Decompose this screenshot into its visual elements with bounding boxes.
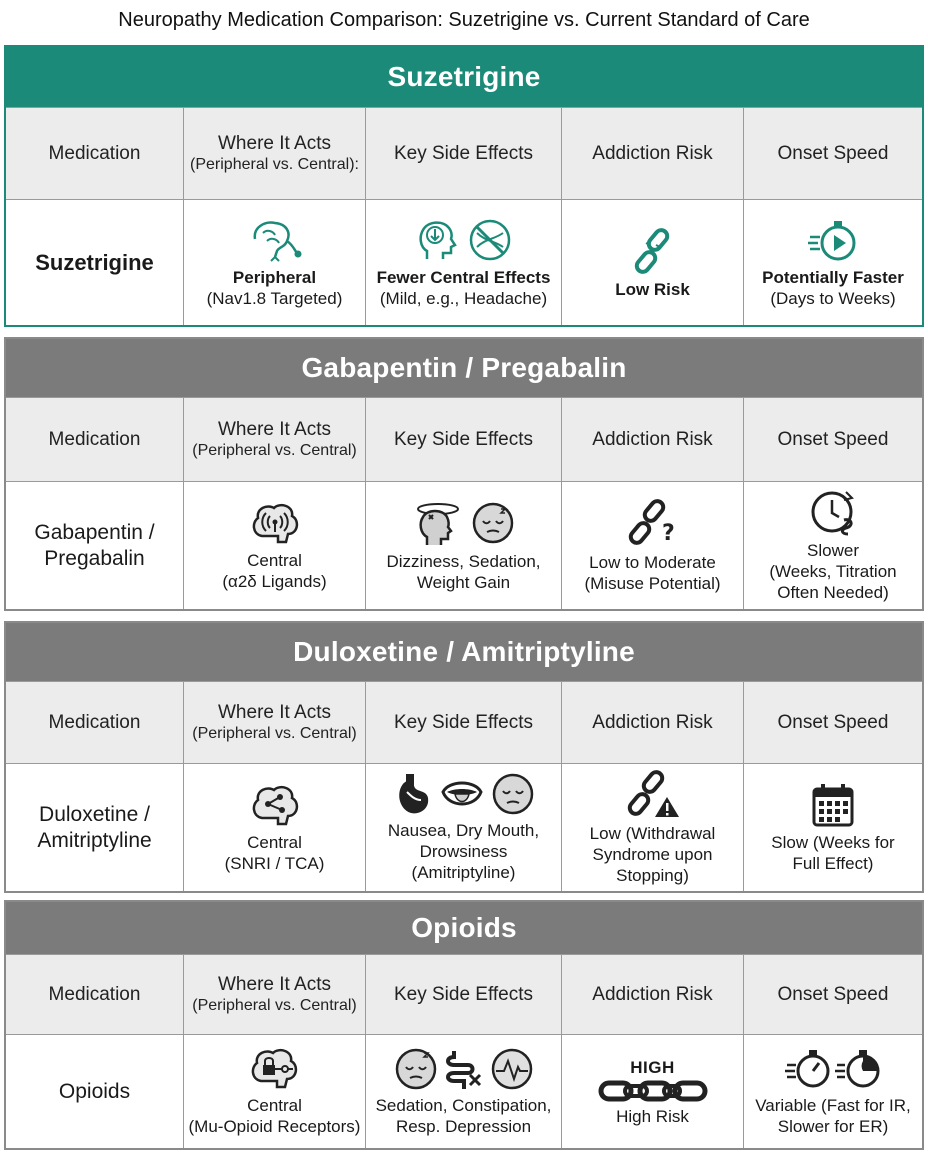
addiction-cell: HIGH High Risk xyxy=(562,1034,744,1148)
table-row xyxy=(6,199,922,325)
table-row xyxy=(6,481,922,609)
sedated-face-icon xyxy=(394,1047,438,1091)
svg-text:?: ? xyxy=(661,520,675,546)
addiction-cell: Low (Withdrawal Syndrome upon Stopping) xyxy=(562,763,744,891)
section-banner: Opioids xyxy=(6,902,922,954)
header-where: Where It Acts (Peripheral vs. Central) xyxy=(184,954,366,1034)
chain-question-icon xyxy=(626,498,680,548)
medication-name: Suzetrigine xyxy=(6,199,184,325)
side-effects-cell: Fewer Central Effects (Mild, e.g., Headache) xyxy=(366,199,562,325)
table-row xyxy=(6,1034,922,1148)
header-where: Where It Acts (Peripheral vs. Central): xyxy=(184,107,366,199)
broken-chain-icon xyxy=(630,225,676,275)
section-gabapentin xyxy=(4,337,924,611)
header-row xyxy=(6,954,922,1034)
medication-name: Gabapentin / Pregabalin xyxy=(6,481,184,609)
slow-stopwatch-icon xyxy=(835,1047,881,1091)
header-side-effects: Key Side Effects xyxy=(366,681,562,763)
calendar-icon xyxy=(810,782,856,828)
fast-stopwatch-icon xyxy=(785,1047,831,1091)
where-cell: Central (α2δ Ligands) xyxy=(184,481,366,609)
head-arrow-icon xyxy=(415,217,459,263)
sleepy-face-icon xyxy=(471,501,515,545)
section-banner: Duloxetine / Amitriptyline xyxy=(6,623,922,681)
addiction-cell: ? Low to Moderate (Misuse Potential) xyxy=(562,481,744,609)
intestine-icon xyxy=(444,1047,484,1091)
stomach-icon xyxy=(393,772,433,816)
drowsy-face-icon xyxy=(491,772,535,816)
where-cell: Central (SNRI / TCA) xyxy=(184,763,366,891)
header-side-effects: Key Side Effects xyxy=(366,397,562,481)
brain-network-icon xyxy=(248,782,302,828)
header-row xyxy=(6,397,922,481)
where-cell: Peripheral (Nav1.8 Targeted) xyxy=(184,199,366,325)
header-addiction: Addiction Risk xyxy=(562,397,744,481)
header-where: Where It Acts (Peripheral vs. Central) xyxy=(184,397,366,481)
section-banner: Gabapentin / Pregabalin xyxy=(6,339,922,397)
header-onset: Onset Speed xyxy=(744,954,922,1034)
header-addiction: Addiction Risk xyxy=(562,107,744,199)
onset-cell: Potentially Faster (Days to Weeks) xyxy=(744,199,922,325)
medication-name: Duloxetine / Amitriptyline xyxy=(6,763,184,891)
section-duloxetine xyxy=(4,621,924,893)
dizzy-head-icon xyxy=(413,499,463,547)
header-medication: Medication xyxy=(6,397,184,481)
medication-name: Opioids xyxy=(6,1034,184,1148)
chain-warning-icon xyxy=(625,769,681,819)
crossed-dna-icon xyxy=(467,217,513,263)
slow-clock-icon xyxy=(808,488,858,536)
heavy-chain-icon xyxy=(598,1078,708,1104)
page-title: Neuropathy Medication Comparison: Suzetrigine vs. Current Standard of Care xyxy=(118,8,810,31)
onset-cell: Variable (Fast for IR, Slower for ER) xyxy=(744,1034,922,1148)
high-label: HIGH xyxy=(630,1057,675,1077)
brain-lock-icon xyxy=(247,1047,303,1091)
brain-signal-icon xyxy=(248,500,302,546)
header-side-effects: Key Side Effects xyxy=(366,954,562,1034)
addiction-cell: Low Risk xyxy=(562,199,744,325)
header-medication: Medication xyxy=(6,954,184,1034)
header-onset: Onset Speed xyxy=(744,397,922,481)
onset-cell: Slow (Weeks for Full Effect) xyxy=(744,763,922,891)
heartbeat-icon xyxy=(490,1047,534,1091)
side-effects-cell: Dizziness, Sedation, Weight Gain xyxy=(366,481,562,609)
header-onset: Onset Speed xyxy=(744,107,922,199)
section-opioids xyxy=(4,900,924,1150)
header-medication: Medication xyxy=(6,681,184,763)
section-suzetrigine xyxy=(4,45,924,327)
header-onset: Onset Speed xyxy=(744,681,922,763)
table-row xyxy=(6,763,922,891)
header-where: Where It Acts (Peripheral vs. Central) xyxy=(184,681,366,763)
dry-mouth-icon xyxy=(439,772,485,816)
section-banner: Suzetrigine xyxy=(6,47,922,107)
header-addiction: Addiction Risk xyxy=(562,681,744,763)
fast-stopwatch-icon xyxy=(806,217,860,263)
side-effects-cell: Sedation, Constipation, Resp. Depression xyxy=(366,1034,562,1148)
header-addiction: Addiction Risk xyxy=(562,954,744,1034)
peripheral-nerve-icon xyxy=(245,217,305,263)
header-row xyxy=(6,681,922,763)
onset-cell: Slower (Weeks, Titration Often Needed) xyxy=(744,481,922,609)
header-row xyxy=(6,107,922,199)
side-effects-cell: Nausea, Dry Mouth, Drowsiness (Amitriptyline) xyxy=(366,763,562,891)
header-side-effects: Key Side Effects xyxy=(366,107,562,199)
where-cell: Central (Mu-Opioid Receptors) xyxy=(184,1034,366,1148)
header-medication: Medication xyxy=(6,107,184,199)
